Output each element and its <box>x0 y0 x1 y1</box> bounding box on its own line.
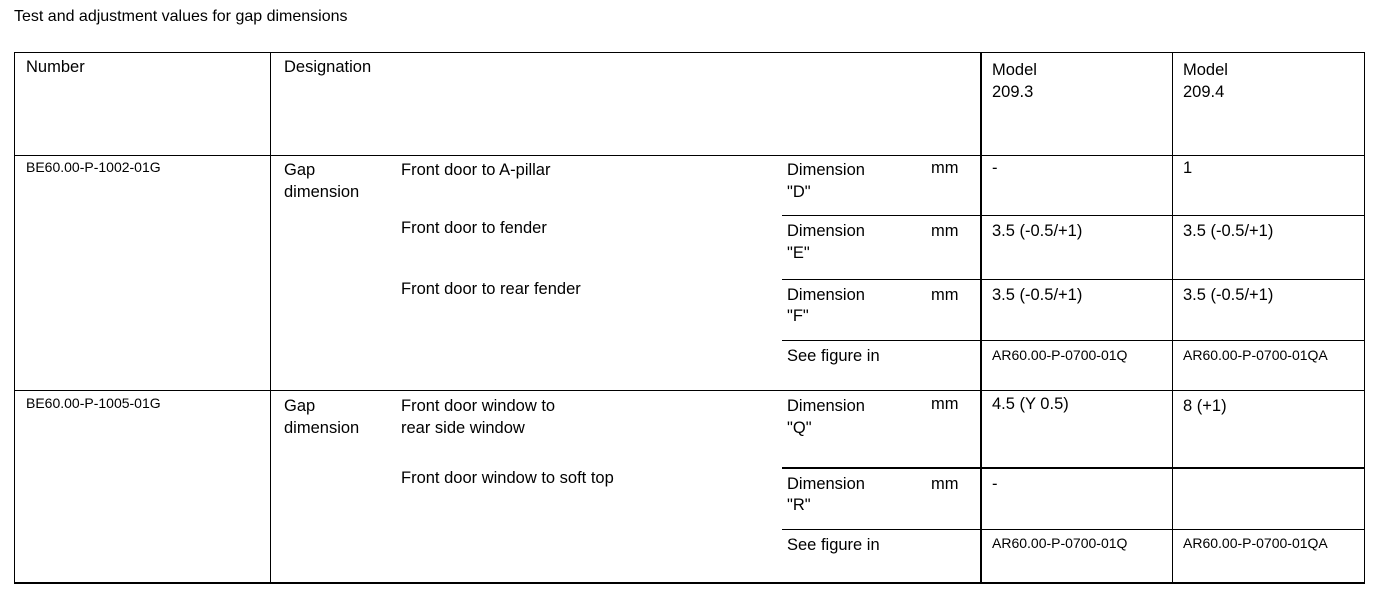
header-model-2-code: 209.4 <box>1183 83 1225 101</box>
figure-ref-model-1: AR60.00-P-0700-01Q <box>992 535 1128 551</box>
row-description: Front door window to soft top <box>401 469 614 487</box>
row-value-model-1: 3.5 (-0.5/+1) <box>992 222 1083 240</box>
row-description: Front door to A-pillar <box>401 161 551 179</box>
row-dimension: Dimension <box>787 161 865 179</box>
header-model-1-code: 209.3 <box>992 83 1034 101</box>
column-divider <box>1172 52 1173 583</box>
row-dimension-letter: "Q" <box>787 419 812 437</box>
row-dimension: Dimension <box>787 222 865 240</box>
page-title: Test and adjustment values for gap dimensions <box>14 8 348 25</box>
row-description: rear side window <box>401 419 525 437</box>
row-description: Front door to fender <box>401 219 547 237</box>
header-model-1: Model <box>992 61 1037 79</box>
row-unit: mm <box>931 159 959 177</box>
row-value-model-2: 1 <box>1183 159 1193 177</box>
row-dimension: Dimension <box>787 475 865 493</box>
group1-category: Gap <box>284 161 316 179</box>
group2-category: Gap <box>284 397 316 415</box>
row-value-model-1: 4.5 (Υ 0.5) <box>992 395 1069 413</box>
group1-category: dimension <box>284 183 360 201</box>
header-model-2: Model <box>1183 61 1228 79</box>
header-divider <box>14 155 1365 156</box>
row-divider <box>782 529 1365 530</box>
figure-label: See figure in <box>787 347 880 365</box>
row-value-model-1: - <box>992 159 998 177</box>
figure-ref-model-1: AR60.00-P-0700-01Q <box>992 347 1128 363</box>
header-number: Number <box>26 58 85 76</box>
row-dimension: Dimension <box>787 286 865 304</box>
row-unit: mm <box>931 222 959 240</box>
row-value-model-1: 3.5 (-0.5/+1) <box>992 286 1083 304</box>
row-value-model-2: 3.5 (-0.5/+1) <box>1183 222 1274 240</box>
row-divider <box>782 467 1365 469</box>
row-value-model-1: - <box>992 475 998 493</box>
row-divider <box>782 215 1365 216</box>
row-dimension: Dimension <box>787 397 865 415</box>
row-divider <box>782 340 1365 341</box>
row-divider <box>782 279 1365 280</box>
figure-label: See figure in <box>787 536 880 554</box>
row-dimension-letter: "R" <box>787 496 811 514</box>
row-description: Front door to rear fender <box>401 280 581 298</box>
table-bottom-rule <box>14 582 1365 584</box>
row-dimension-letter: "F" <box>787 307 809 325</box>
group2-category: dimension <box>284 419 360 437</box>
figure-ref-model-2: AR60.00-P-0700-01QA <box>1183 347 1328 363</box>
row-dimension-letter: "D" <box>787 183 811 201</box>
group2-number: BE60.00-P-1005-01G <box>26 395 161 411</box>
row-value-model-2: 8 (+1) <box>1183 397 1227 415</box>
header-designation: Designation <box>284 58 372 76</box>
row-dimension-letter: "E" <box>787 244 810 262</box>
row-unit: mm <box>931 475 959 493</box>
row-description: Front door window to <box>401 397 556 415</box>
table-frame <box>14 52 1365 583</box>
column-divider <box>270 52 271 583</box>
figure-ref-model-2: AR60.00-P-0700-01QA <box>1183 535 1328 551</box>
group1-number: BE60.00-P-1002-01G <box>26 159 161 175</box>
row-value-model-2: 3.5 (-0.5/+1) <box>1183 286 1274 304</box>
row-unit: mm <box>931 286 959 304</box>
group-divider <box>14 390 1365 391</box>
row-unit: mm <box>931 395 959 413</box>
column-divider <box>980 52 982 583</box>
